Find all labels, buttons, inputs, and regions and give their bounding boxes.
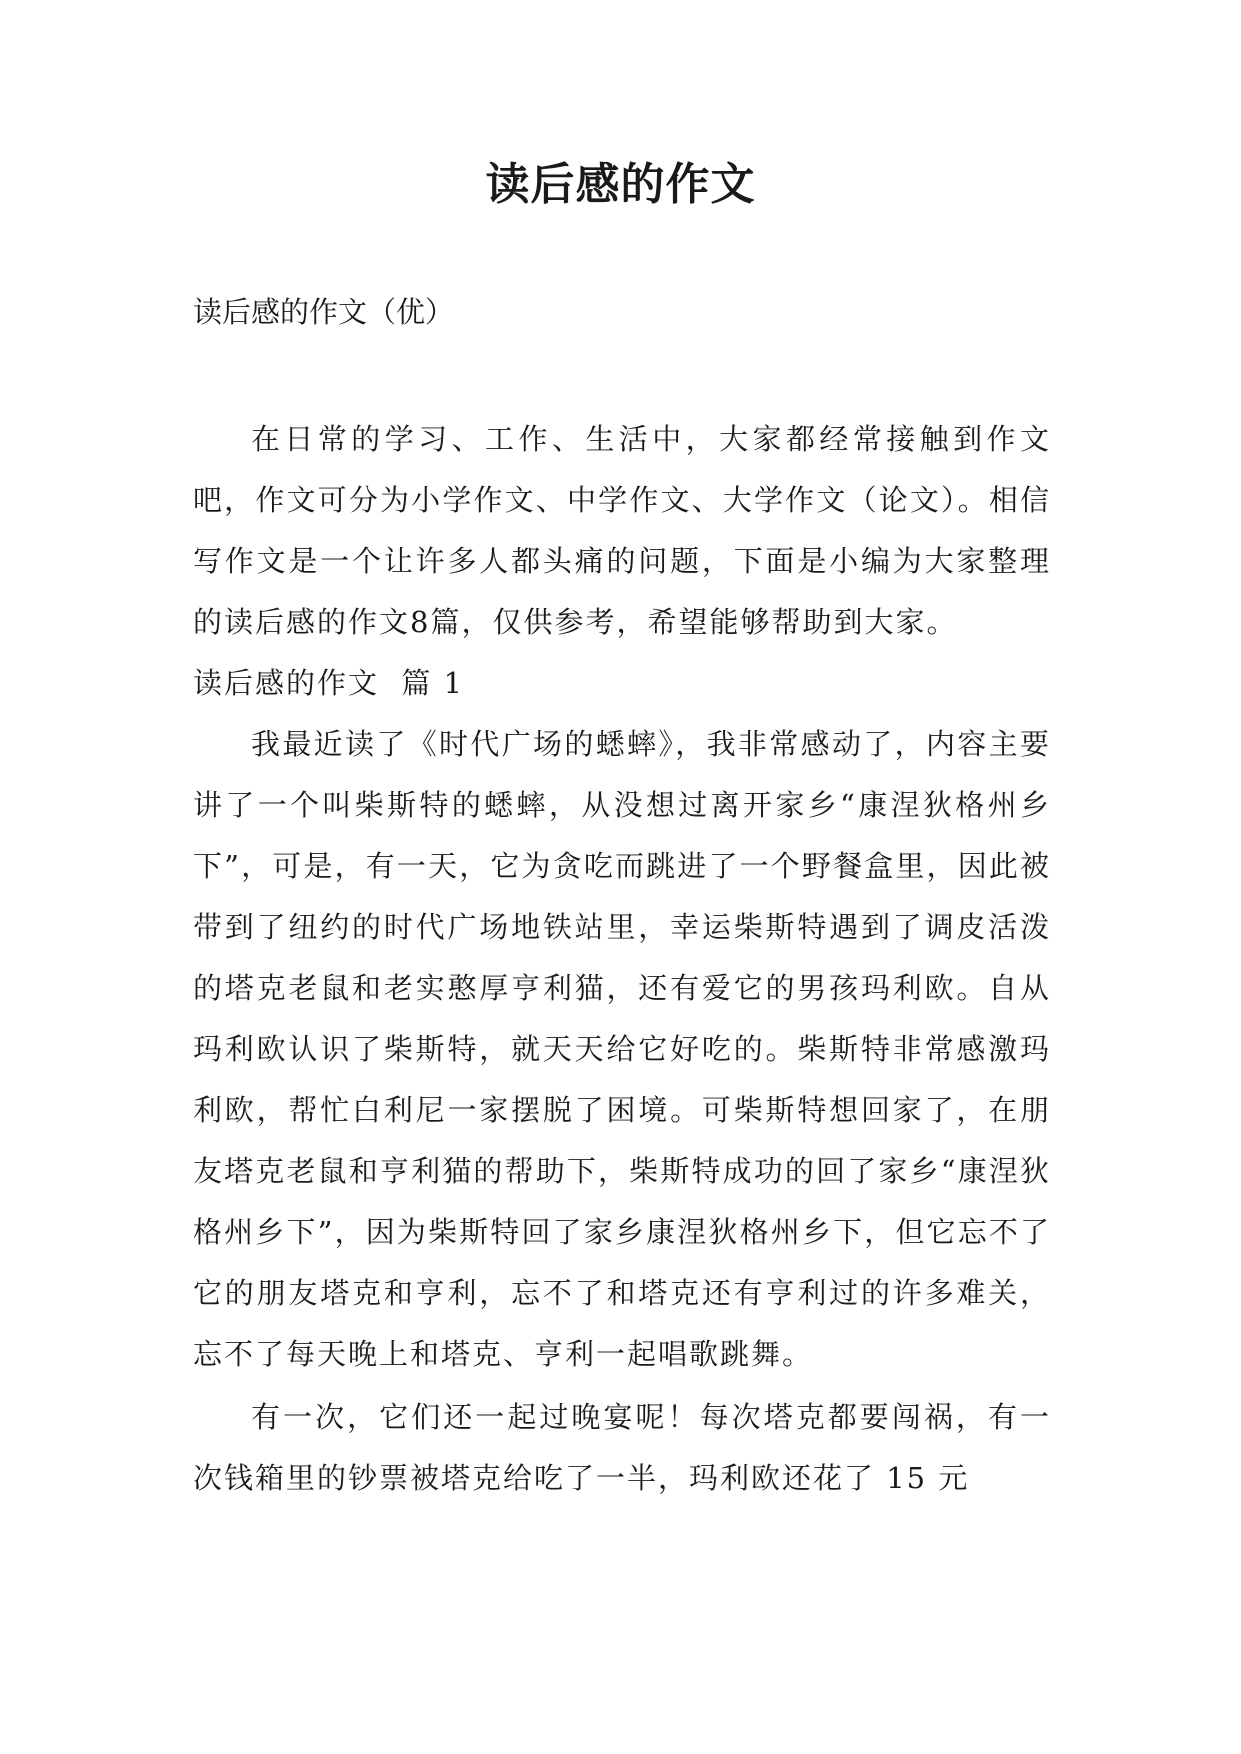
section-heading: 读后感的作文 篇 1 [193,666,465,700]
document-title: 读后感的作文 [485,159,756,210]
body-paragraph-1: 我最近读了《时代广场的蟋蟀》，我非常感动了，内容主要讲了一个叫柴斯特的蟋蟀，从没想过离开家乡“康涅狄格州乡下”，可是，有一天，它为贪吃而跳进了一个野餐盒里，因此被带到了纽约的时代广场地铁站里，幸运柴斯特遇到了调皮活泼的塔克老鼠和老实憨厚亨利猫，还有爱它的男孩玛利欧。自从玛利欧认识了柴斯特，就天天给它好吃的。柴斯特非常感激玛利欧，帮忙白利尼一家摆脱了困境。可柴斯特想回家了，在朋友塔克老鼠和亨利猫的帮助下，柴斯特成功的回了家乡“康涅狄格州乡下”，因为柴斯特回了家乡康涅狄格州乡下，但它忘不了它的朋友塔克和亨利，忘不了和塔克还有亨利过的许多难关，忘不了每天晚上和塔克、亨利一起唱歌跳舞。 [193,727,1051,1371]
body-paragraph-2: 有一次，它们还一起过晚宴呢！每次塔克都要闯祸，有一次钱箱里的钞票被塔克给吃了一半，玛利欧还花了 15 元 [193,1400,1051,1495]
intro-paragraph: 在日常的学习、工作、生活中，大家都经常接触到作文吧，作文可分为小学作文、中学作文、大学作文（论文）。相信写作文是一个让许多人都头痛的问题，下面是小编为大家整理的读后感的作文8篇，仅供参考，希望能够帮助到大家。 [193,422,1051,639]
document-subtitle: 读后感的作文（优） [193,295,455,329]
document-body [193,409,1051,1509]
